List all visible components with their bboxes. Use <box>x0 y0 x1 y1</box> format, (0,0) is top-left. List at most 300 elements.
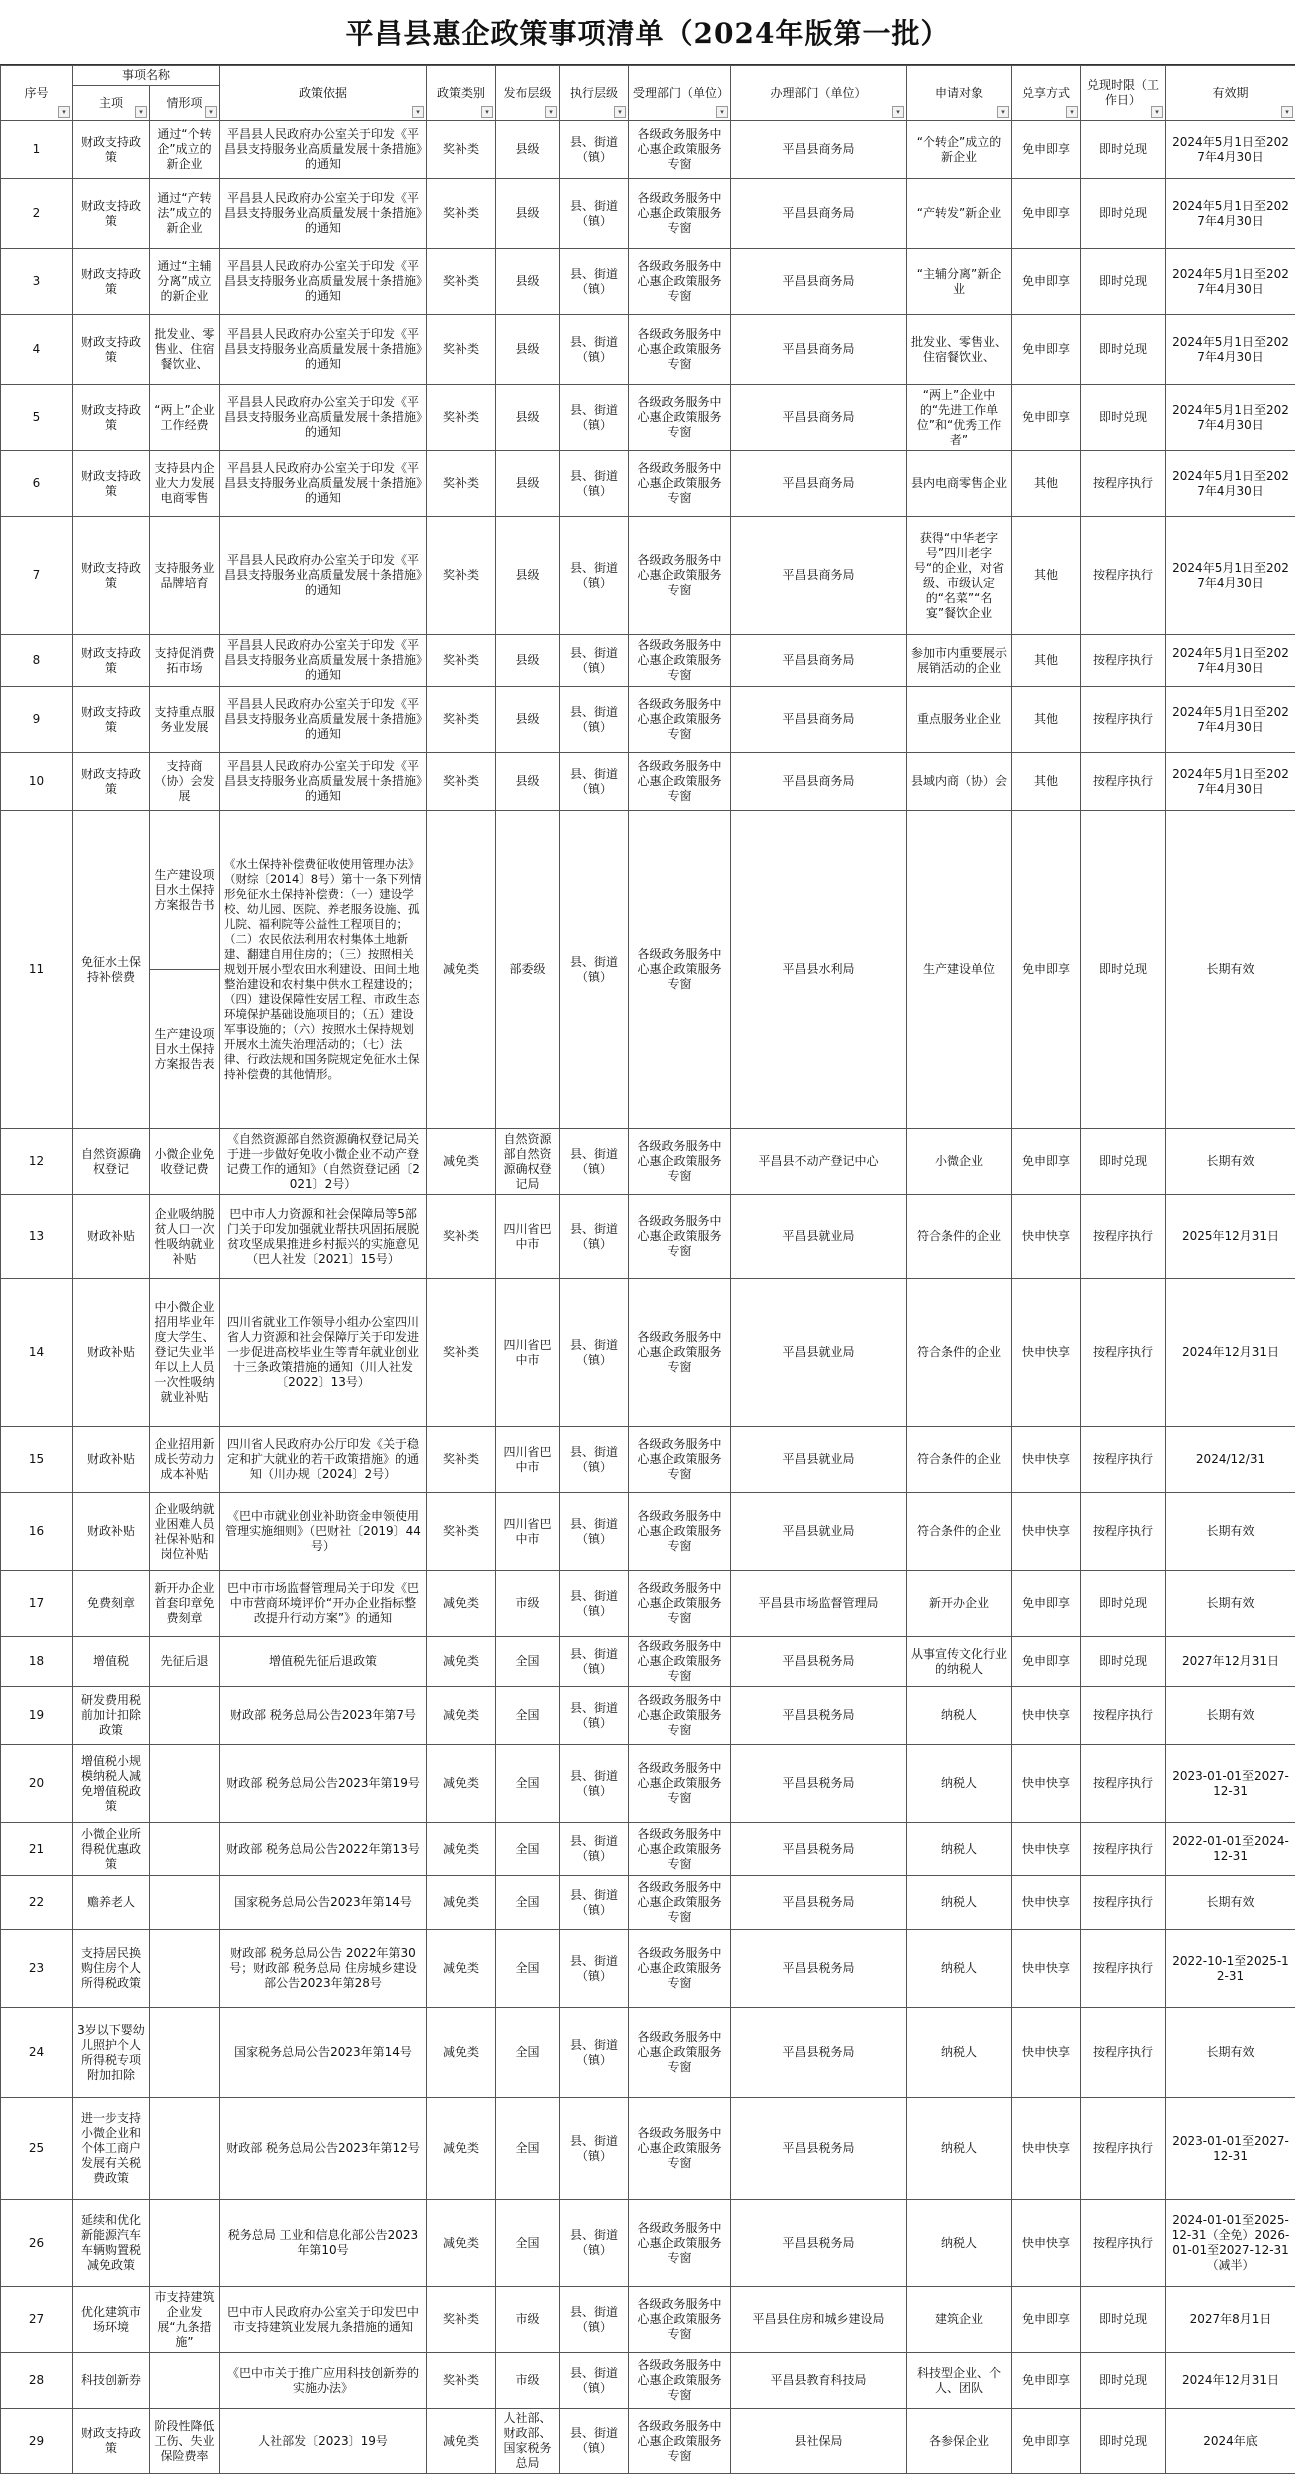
table-cell-valid[interactable]: 长期有效 <box>1166 1876 1295 1930</box>
table-cell-no[interactable]: 10 <box>1 753 73 811</box>
table-cell-main[interactable]: 优化建筑市场环境 <box>73 2287 150 2353</box>
table-cell-valid[interactable]: 2023-01-01至2027-12-31 <box>1166 2098 1295 2200</box>
header-time[interactable]: 兑现时限（工作日） ▾ <box>1081 66 1166 121</box>
table-cell-handle[interactable]: 平昌县税务局 <box>731 1687 907 1745</box>
table-cell-valid[interactable]: 长期有效 <box>1166 1129 1295 1195</box>
table-cell-target[interactable]: “主辅分离”新企业 <box>907 249 1012 315</box>
dropdown-filter-icon[interactable]: ▾ <box>997 106 1009 118</box>
table-cell-level[interactable]: 全国 <box>496 1823 560 1876</box>
table-cell-accept[interactable]: 各级政务服务中心惠企政策服务专窗 <box>629 2098 731 2200</box>
table-cell-target[interactable]: “两上”企业中的“先进工作单位”和“优秀工作者” <box>907 385 1012 451</box>
table-cell-sub[interactable] <box>150 1876 220 1930</box>
table-cell-basis[interactable]: 财政部 税务总局公告2023年第7号 <box>220 1687 427 1745</box>
table-cell-handle[interactable]: 平昌县就业局 <box>731 1427 907 1493</box>
dropdown-filter-icon[interactable]: ▾ <box>892 106 904 118</box>
table-cell-time[interactable]: 即时兑现 <box>1081 1637 1166 1687</box>
table-cell-type[interactable]: 奖补类 <box>427 1427 496 1493</box>
table-cell-type[interactable]: 减免类 <box>427 1687 496 1745</box>
table-cell-target[interactable]: 重点服务业企业 <box>907 687 1012 753</box>
table-cell-level[interactable]: 自然资源部自然资源确权登记局 <box>496 1129 560 1195</box>
table-cell-time[interactable]: 按程序执行 <box>1081 753 1166 811</box>
table-cell-method[interactable]: 免申即享 <box>1012 2287 1081 2353</box>
table-cell-method[interactable]: 免申即享 <box>1012 1129 1081 1195</box>
table-cell-exec[interactable]: 县、街道（镇） <box>560 1823 629 1876</box>
table-cell-type[interactable]: 减免类 <box>427 1823 496 1876</box>
table-cell-main[interactable]: 进一步支持小微企业和个体工商户发展有关税费政策 <box>73 2098 150 2200</box>
table-cell-method[interactable]: 免申即享 <box>1012 179 1081 249</box>
table-cell-accept[interactable]: 各级政务服务中心惠企政策服务专窗 <box>629 1637 731 1687</box>
table-cell-valid[interactable]: 长期有效 <box>1166 2008 1295 2098</box>
table-cell-target[interactable]: 建筑企业 <box>907 2287 1012 2353</box>
table-cell-method[interactable]: 快申快享 <box>1012 1195 1081 1279</box>
table-cell-sub[interactable]: 中小微企业招用毕业年度大学生、登记失业半年以上人员一次性吸纳就业补贴 <box>150 1279 220 1427</box>
table-cell-main[interactable]: 财政补贴 <box>73 1427 150 1493</box>
table-cell-sub[interactable] <box>150 1823 220 1876</box>
table-cell-time[interactable]: 按程序执行 <box>1081 1195 1166 1279</box>
table-cell-type[interactable]: 奖补类 <box>427 2353 496 2409</box>
table-cell-exec[interactable]: 县、街道（镇） <box>560 687 629 753</box>
table-cell-valid[interactable]: 2022-01-01至2024-12-31 <box>1166 1823 1295 1876</box>
table-cell-valid[interactable]: 2024年12月31日 <box>1166 2353 1295 2409</box>
table-cell-valid[interactable]: 2024年5月1日至2027年4月30日 <box>1166 315 1295 385</box>
table-cell-handle[interactable]: 平昌县就业局 <box>731 1493 907 1571</box>
table-cell-sub[interactable] <box>150 2098 220 2200</box>
table-cell-accept[interactable]: 各级政务服务中心惠企政策服务专窗 <box>629 1745 731 1823</box>
table-cell-target[interactable]: 符合条件的企业 <box>907 1493 1012 1571</box>
table-cell-basis[interactable]: 平昌县人民政府办公室关于印发《平昌县支持服务业高质量发展十条措施》的通知 <box>220 249 427 315</box>
table-cell-level[interactable]: 全国 <box>496 1745 560 1823</box>
table-cell-handle[interactable]: 平昌县税务局 <box>731 1637 907 1687</box>
table-cell-level[interactable]: 县级 <box>496 249 560 315</box>
table-cell-level[interactable]: 全国 <box>496 1637 560 1687</box>
table-cell-time[interactable]: 按程序执行 <box>1081 2200 1166 2287</box>
table-cell-handle[interactable]: 平昌县商务局 <box>731 687 907 753</box>
table-cell-main[interactable]: 财政支持政策 <box>73 517 150 635</box>
table-cell-basis[interactable]: 平昌县人民政府办公室关于印发《平昌县支持服务业高质量发展十条措施》的通知 <box>220 179 427 249</box>
table-cell-type[interactable]: 减免类 <box>427 2200 496 2287</box>
table-cell-type[interactable]: 奖补类 <box>427 1195 496 1279</box>
table-cell-handle[interactable]: 平昌县税务局 <box>731 1745 907 1823</box>
table-cell-no[interactable]: 1 <box>1 121 73 179</box>
table-cell-method[interactable]: 免申即享 <box>1012 2353 1081 2409</box>
table-cell-exec[interactable]: 县、街道（镇） <box>560 1876 629 1930</box>
table-cell-exec[interactable]: 县、街道（镇） <box>560 517 629 635</box>
table-cell-type[interactable]: 奖补类 <box>427 753 496 811</box>
table-cell-exec[interactable]: 县、街道（镇） <box>560 635 629 687</box>
table-cell-sub[interactable]: 企业吸纳就业困难人员社保补贴和岗位补贴 <box>150 1493 220 1571</box>
table-cell-no[interactable]: 28 <box>1 2353 73 2409</box>
table-cell-handle[interactable]: 平昌县市场监督管理局 <box>731 1571 907 1637</box>
table-cell-sub[interactable] <box>150 2353 220 2409</box>
table-cell-time[interactable]: 按程序执行 <box>1081 2098 1166 2200</box>
table-cell-exec[interactable]: 县、街道（镇） <box>560 1687 629 1745</box>
table-cell-valid[interactable]: 2024年5月1日至2027年4月30日 <box>1166 121 1295 179</box>
table-cell-method[interactable]: 其他 <box>1012 517 1081 635</box>
table-cell-target[interactable]: 符合条件的企业 <box>907 1195 1012 1279</box>
table-cell-level[interactable]: 县级 <box>496 753 560 811</box>
table-cell-level[interactable]: 部委级 <box>496 811 560 1129</box>
table-cell-basis[interactable]: 国家税务总局公告2023年第14号 <box>220 1876 427 1930</box>
table-cell-target[interactable]: 县域内商（协）会 <box>907 753 1012 811</box>
table-cell-handle[interactable]: 平昌县水利局 <box>731 811 907 1129</box>
table-cell-time[interactable]: 按程序执行 <box>1081 1930 1166 2008</box>
table-cell-target[interactable]: 科技型企业、个人、团队 <box>907 2353 1012 2409</box>
table-cell-handle[interactable]: 平昌县商务局 <box>731 753 907 811</box>
table-cell-level[interactable]: 市级 <box>496 2287 560 2353</box>
table-cell-level[interactable]: 县级 <box>496 385 560 451</box>
table-cell-accept[interactable]: 各级政务服务中心惠企政策服务专窗 <box>629 1279 731 1427</box>
table-cell-no[interactable]: 3 <box>1 249 73 315</box>
table-cell-method[interactable]: 免申即享 <box>1012 315 1081 385</box>
table-cell-basis[interactable]: 《巴中市就业创业补助资金申领使用管理实施细则》（巴财社〔2019〕44号） <box>220 1493 427 1571</box>
dropdown-filter-icon[interactable]: ▾ <box>716 106 728 118</box>
table-cell-method[interactable]: 免申即享 <box>1012 249 1081 315</box>
table-cell-method[interactable]: 快申快享 <box>1012 1823 1081 1876</box>
table-cell-type[interactable]: 奖补类 <box>427 179 496 249</box>
table-cell-handle[interactable]: 平昌县不动产登记中心 <box>731 1129 907 1195</box>
table-cell-valid[interactable]: 长期有效 <box>1166 1687 1295 1745</box>
table-cell-basis[interactable]: 四川省就业工作领导小组办公室四川省人力资源和社会保障厅关于印发进一步促进高校毕业生等青年就业创业十三条政策措施的通知（川人社发〔2022〕13号） <box>220 1279 427 1427</box>
table-cell-type[interactable]: 减免类 <box>427 2409 496 2474</box>
table-cell-level[interactable]: 四川省巴中市 <box>496 1195 560 1279</box>
table-cell-type[interactable]: 奖补类 <box>427 1279 496 1427</box>
dropdown-filter-icon[interactable]: ▾ <box>545 106 557 118</box>
table-cell-exec[interactable]: 县、街道（镇） <box>560 179 629 249</box>
table-cell-method[interactable]: 免申即享 <box>1012 2409 1081 2474</box>
table-cell-main[interactable]: 财政支持政策 <box>73 687 150 753</box>
table-cell-no[interactable]: 17 <box>1 1571 73 1637</box>
table-cell-no[interactable]: 20 <box>1 1745 73 1823</box>
table-cell-main[interactable]: 科技创新券 <box>73 2353 150 2409</box>
table-cell-level[interactable]: 全国 <box>496 2008 560 2098</box>
table-cell-time[interactable]: 即时兑现 <box>1081 315 1166 385</box>
table-cell-level[interactable]: 全国 <box>496 1930 560 2008</box>
table-cell-exec[interactable]: 县、街道（镇） <box>560 1279 629 1427</box>
table-cell-level[interactable]: 四川省巴中市 <box>496 1427 560 1493</box>
table-cell-sub[interactable]: 通过“主辅分离”成立的新企业 <box>150 249 220 315</box>
table-cell-basis[interactable]: 平昌县人民政府办公室关于印发《平昌县支持服务业高质量发展十条措施》的通知 <box>220 635 427 687</box>
table-cell-accept[interactable]: 各级政务服务中心惠企政策服务专窗 <box>629 811 731 1129</box>
table-cell-exec[interactable]: 县、街道（镇） <box>560 315 629 385</box>
table-cell-handle[interactable]: 县社保局 <box>731 2409 907 2474</box>
table-cell-handle[interactable]: 平昌县就业局 <box>731 1279 907 1427</box>
table-cell-method[interactable]: 快申快享 <box>1012 2200 1081 2287</box>
table-cell-exec[interactable]: 县、街道（镇） <box>560 753 629 811</box>
table-cell-exec[interactable]: 县、街道（镇） <box>560 1129 629 1195</box>
table-cell-target[interactable]: 获得“中华老字号”四川老字号“的企业，对省级、市级认定的“名菜”“名宴”餐饮企业 <box>907 517 1012 635</box>
dropdown-filter-icon[interactable]: ▾ <box>1281 106 1293 118</box>
table-cell-basis[interactable]: 税务总局 工业和信息化部公告2023年第10号 <box>220 2200 427 2287</box>
table-cell-accept[interactable]: 各级政务服务中心惠企政策服务专窗 <box>629 2409 731 2474</box>
table-cell-time[interactable]: 即时兑现 <box>1081 249 1166 315</box>
table-cell-accept[interactable]: 各级政务服务中心惠企政策服务专窗 <box>629 1571 731 1637</box>
table-cell-accept[interactable]: 各级政务服务中心惠企政策服务专窗 <box>629 1195 731 1279</box>
table-cell-sub[interactable]: 生产建设项目水土保持方案报告书 <box>150 811 220 970</box>
table-cell-accept[interactable]: 各级政务服务中心惠企政策服务专窗 <box>629 179 731 249</box>
table-cell-time[interactable]: 即时兑现 <box>1081 811 1166 1129</box>
table-cell-no[interactable]: 14 <box>1 1279 73 1427</box>
table-cell-basis[interactable]: 财政部 税务总局公告 2022年第30号；财政部 税务总局 住房城乡建设部公告2023年第28号 <box>220 1930 427 2008</box>
table-cell-type[interactable]: 奖补类 <box>427 1493 496 1571</box>
table-cell-accept[interactable]: 各级政务服务中心惠企政策服务专窗 <box>629 1876 731 1930</box>
table-cell-no[interactable]: 27 <box>1 2287 73 2353</box>
table-cell-no[interactable]: 7 <box>1 517 73 635</box>
table-cell-valid[interactable]: 2024-01-01至2025-12-31（全免）2026-01-01至2027-12-31（减半） <box>1166 2200 1295 2287</box>
table-cell-accept[interactable]: 各级政务服务中心惠企政策服务专窗 <box>629 517 731 635</box>
table-cell-main[interactable]: 财政支持政策 <box>73 753 150 811</box>
table-cell-target[interactable]: 小微企业 <box>907 1129 1012 1195</box>
table-cell-main[interactable]: 财政补贴 <box>73 1279 150 1427</box>
table-cell-exec[interactable]: 县、街道（镇） <box>560 2353 629 2409</box>
table-cell-no[interactable]: 4 <box>1 315 73 385</box>
table-cell-exec[interactable]: 县、街道（镇） <box>560 2287 629 2353</box>
table-cell-handle[interactable]: 平昌县税务局 <box>731 2008 907 2098</box>
table-cell-target[interactable]: 各参保企业 <box>907 2409 1012 2474</box>
table-cell-main[interactable]: 支持居民换购住房个人所得税政策 <box>73 1930 150 2008</box>
table-cell-type[interactable]: 减免类 <box>427 1571 496 1637</box>
table-cell-no[interactable]: 12 <box>1 1129 73 1195</box>
table-cell-target[interactable]: 纳税人 <box>907 1930 1012 2008</box>
table-cell-main[interactable]: 3岁以下婴幼儿照护个人所得税专项附加扣除 <box>73 2008 150 2098</box>
table-cell-accept[interactable]: 各级政务服务中心惠企政策服务专窗 <box>629 315 731 385</box>
table-cell-valid[interactable]: 2024年5月1日至2027年4月30日 <box>1166 179 1295 249</box>
dropdown-filter-icon[interactable]: ▾ <box>412 106 424 118</box>
table-cell-time[interactable]: 即时兑现 <box>1081 2287 1166 2353</box>
table-cell-target[interactable]: 纳税人 <box>907 2008 1012 2098</box>
table-cell-no[interactable]: 21 <box>1 1823 73 1876</box>
table-cell-accept[interactable]: 各级政务服务中心惠企政策服务专窗 <box>629 2008 731 2098</box>
table-cell-accept[interactable]: 各级政务服务中心惠企政策服务专窗 <box>629 385 731 451</box>
table-cell-basis[interactable]: 财政部 税务总局公告2023年第19号 <box>220 1745 427 1823</box>
table-cell-no[interactable]: 22 <box>1 1876 73 1930</box>
table-cell-exec[interactable]: 县、街道（镇） <box>560 2098 629 2200</box>
table-cell-basis[interactable]: 《水土保持补偿费征收使用管理办法》（财综〔2014〕8号）第十一条下列情形免征水土保持补偿费：（一）建设学校、幼儿园、医院、养老服务设施、孤儿院、福利院等公益性工程项目的；（二）农民依法利用农村集体土地新建、翻建自用住房的；（三）按照相关规划开展小型农田水利建设、田间土地整治建设和农村集中供水工程建设的；（四）建设保障性安居工程、市政生态环境保护基础设施项目的；（五）建设军事设施的；（六）按照水土保持规划开展水土流失治理活动的；（七）法律、行政法规和国务院规定免征水土保持补偿费的其他情形。 <box>220 811 427 1129</box>
dropdown-filter-icon[interactable]: ▾ <box>1151 106 1163 118</box>
table-cell-no[interactable]: 5 <box>1 385 73 451</box>
table-cell-handle[interactable]: 平昌县就业局 <box>731 1195 907 1279</box>
table-cell-time[interactable]: 按程序执行 <box>1081 687 1166 753</box>
table-cell-sub[interactable] <box>150 1930 220 2008</box>
table-cell-level[interactable]: 人社部、财政部、国家税务总局 <box>496 2409 560 2474</box>
table-cell-level[interactable]: 市级 <box>496 2353 560 2409</box>
table-cell-time[interactable]: 即时兑现 <box>1081 1129 1166 1195</box>
table-cell-method[interactable]: 快申快享 <box>1012 1427 1081 1493</box>
dropdown-filter-icon[interactable]: ▾ <box>205 106 217 118</box>
table-cell-main[interactable]: 财政支持政策 <box>73 249 150 315</box>
table-cell-method[interactable]: 其他 <box>1012 687 1081 753</box>
table-cell-valid[interactable]: 长期有效 <box>1166 1571 1295 1637</box>
table-cell-basis[interactable]: 巴中市人力资源和社会保障局等5部门关于印发加强就业帮扶巩固拓展脱贫攻坚成果推进乡村振兴的实施意见（巴人社发〔2021〕15号） <box>220 1195 427 1279</box>
table-cell-main[interactable]: 自然资源确权登记 <box>73 1129 150 1195</box>
table-cell-method[interactable]: 免申即享 <box>1012 1571 1081 1637</box>
table-cell-main[interactable]: 免费刻章 <box>73 1571 150 1637</box>
table-cell-method[interactable]: 其他 <box>1012 753 1081 811</box>
table-cell-level[interactable]: 全国 <box>496 1687 560 1745</box>
table-cell-basis[interactable]: 财政部 税务总局公告2023年第12号 <box>220 2098 427 2200</box>
table-cell-accept[interactable]: 各级政务服务中心惠企政策服务专窗 <box>629 1427 731 1493</box>
table-cell-main[interactable]: 延续和优化新能源汽车车辆购置税减免政策 <box>73 2200 150 2287</box>
table-cell-type[interactable]: 奖补类 <box>427 451 496 517</box>
table-cell-accept[interactable]: 各级政务服务中心惠企政策服务专窗 <box>629 1823 731 1876</box>
table-cell-basis[interactable]: 平昌县人民政府办公室关于印发《平昌县支持服务业高质量发展十条措施》的通知 <box>220 687 427 753</box>
table-cell-no[interactable]: 9 <box>1 687 73 753</box>
header-no[interactable]: 序号 ▾ <box>1 66 73 121</box>
table-cell-time[interactable]: 按程序执行 <box>1081 1493 1166 1571</box>
table-cell-handle[interactable]: 平昌县商务局 <box>731 315 907 385</box>
table-cell-handle[interactable]: 平昌县商务局 <box>731 121 907 179</box>
table-cell-time[interactable]: 按程序执行 <box>1081 635 1166 687</box>
dropdown-filter-icon[interactable]: ▾ <box>58 106 70 118</box>
table-cell-target[interactable]: 符合条件的企业 <box>907 1279 1012 1427</box>
table-cell-level[interactable]: 市级 <box>496 1571 560 1637</box>
table-cell-basis[interactable]: 平昌县人民政府办公室关于印发《平昌县支持服务业高质量发展十条措施》的通知 <box>220 451 427 517</box>
header-target[interactable]: 申请对象 ▾ <box>907 66 1012 121</box>
table-cell-no[interactable]: 6 <box>1 451 73 517</box>
dropdown-filter-icon[interactable]: ▾ <box>1066 106 1078 118</box>
table-cell-valid[interactable]: 2024年5月1日至2027年4月30日 <box>1166 451 1295 517</box>
table-cell-basis[interactable]: 《自然资源部自然资源确权登记局关于进一步做好免收小微企业不动产登记费工作的通知》（自然资登记函〔2021〕2号） <box>220 1129 427 1195</box>
table-cell-time[interactable]: 按程序执行 <box>1081 1745 1166 1823</box>
header-method[interactable]: 兑享方式 ▾ <box>1012 66 1081 121</box>
table-cell-valid[interactable]: 2025年12月31日 <box>1166 1195 1295 1279</box>
table-cell-sub[interactable]: 通过“产转法”成立的新企业 <box>150 179 220 249</box>
header-basis[interactable]: 政策依据 ▾ <box>220 66 427 121</box>
table-cell-handle[interactable]: 平昌县税务局 <box>731 2098 907 2200</box>
table-cell-method[interactable]: 快申快享 <box>1012 2008 1081 2098</box>
table-cell-type[interactable]: 减免类 <box>427 1129 496 1195</box>
table-cell-time[interactable]: 按程序执行 <box>1081 1279 1166 1427</box>
table-cell-exec[interactable]: 县、街道（镇） <box>560 2200 629 2287</box>
table-cell-handle[interactable]: 平昌县住房和城乡建设局 <box>731 2287 907 2353</box>
header-accept[interactable]: 受理部门（单位） ▾ <box>629 66 731 121</box>
header-type[interactable]: 政策类别 ▾ <box>427 66 496 121</box>
header-exec[interactable]: 执行层级 ▾ <box>560 66 629 121</box>
table-cell-exec[interactable]: 县、街道（镇） <box>560 2409 629 2474</box>
table-cell-handle[interactable]: 平昌县税务局 <box>731 1823 907 1876</box>
table-cell-valid[interactable]: 长期有效 <box>1166 1493 1295 1571</box>
table-cell-type[interactable]: 减免类 <box>427 2098 496 2200</box>
table-cell-valid[interactable]: 2024年5月1日至2027年4月30日 <box>1166 687 1295 753</box>
table-cell-main[interactable]: 财政补贴 <box>73 1195 150 1279</box>
table-cell-handle[interactable]: 平昌县商务局 <box>731 385 907 451</box>
table-cell-main[interactable]: 财政补贴 <box>73 1493 150 1571</box>
table-cell-type[interactable]: 减免类 <box>427 1745 496 1823</box>
table-cell-method[interactable]: 快申快享 <box>1012 1279 1081 1427</box>
table-cell-target[interactable]: 参加市内重要展示展销活动的企业 <box>907 635 1012 687</box>
table-cell-accept[interactable]: 各级政务服务中心惠企政策服务专窗 <box>629 2200 731 2287</box>
table-cell-level[interactable]: 县级 <box>496 517 560 635</box>
table-cell-exec[interactable]: 县、街道（镇） <box>560 1930 629 2008</box>
table-cell-handle[interactable]: 平昌县税务局 <box>731 1930 907 2008</box>
table-cell-basis[interactable]: 平昌县人民政府办公室关于印发《平昌县支持服务业高质量发展十条措施》的通知 <box>220 385 427 451</box>
table-cell-sub[interactable]: 市支持建筑企业发展“九条措施” <box>150 2287 220 2353</box>
table-cell-target[interactable]: 新开办企业 <box>907 1571 1012 1637</box>
table-cell-target[interactable]: 县内电商零售企业 <box>907 451 1012 517</box>
table-cell-valid[interactable]: 2024/12/31 <box>1166 1427 1295 1493</box>
table-cell-exec[interactable]: 县、街道（镇） <box>560 121 629 179</box>
table-cell-main[interactable]: 财政支持政策 <box>73 385 150 451</box>
table-cell-sub[interactable]: 企业吸纳脱贫人口一次性吸纳就业补贴 <box>150 1195 220 1279</box>
table-cell-valid[interactable]: 2024年5月1日至2027年4月30日 <box>1166 753 1295 811</box>
table-cell-handle[interactable]: 平昌县商务局 <box>731 451 907 517</box>
table-cell-handle[interactable]: 平昌县税务局 <box>731 2200 907 2287</box>
table-cell-valid[interactable]: 长期有效 <box>1166 811 1295 1129</box>
table-cell-no[interactable]: 24 <box>1 2008 73 2098</box>
table-cell-main[interactable]: 赡养老人 <box>73 1876 150 1930</box>
table-cell-type[interactable]: 减免类 <box>427 1876 496 1930</box>
dropdown-filter-icon[interactable]: ▾ <box>135 106 147 118</box>
table-cell-valid[interactable]: 2024年12月31日 <box>1166 1279 1295 1427</box>
table-cell-method[interactable]: 其他 <box>1012 635 1081 687</box>
table-cell-sub[interactable]: 小微企业免收登记费 <box>150 1129 220 1195</box>
table-cell-level[interactable]: 四川省巴中市 <box>496 1279 560 1427</box>
table-cell-basis[interactable]: 平昌县人民政府办公室关于印发《平昌县支持服务业高质量发展十条措施》的通知 <box>220 121 427 179</box>
table-cell-method[interactable]: 免申即享 <box>1012 1637 1081 1687</box>
table-cell-target[interactable]: “个转企”成立的新企业 <box>907 121 1012 179</box>
table-cell-target[interactable]: “产转发”新企业 <box>907 179 1012 249</box>
table-cell-type[interactable]: 奖补类 <box>427 315 496 385</box>
table-cell-basis[interactable]: 人社部发〔2023〕19号 <box>220 2409 427 2474</box>
table-cell-exec[interactable]: 县、街道（镇） <box>560 1637 629 1687</box>
table-cell-type[interactable]: 奖补类 <box>427 121 496 179</box>
table-cell-exec[interactable]: 县、街道（镇） <box>560 2008 629 2098</box>
table-cell-type[interactable]: 奖补类 <box>427 2287 496 2353</box>
table-cell-basis[interactable]: 国家税务总局公告2023年第14号 <box>220 2008 427 2098</box>
table-cell-basis[interactable]: 巴中市市场监督管理局关于印发《巴中市营商环境评价“开办企业指标整改提升行动方案”》的通知 <box>220 1571 427 1637</box>
table-cell-handle[interactable]: 平昌县教育科技局 <box>731 2353 907 2409</box>
header-level[interactable]: 发布层级 ▾ <box>496 66 560 121</box>
table-cell-method[interactable]: 快申快享 <box>1012 1930 1081 2008</box>
table-cell-time[interactable]: 按程序执行 <box>1081 1687 1166 1745</box>
table-cell-main[interactable]: 财政支持政策 <box>73 315 150 385</box>
table-cell-no[interactable]: 29 <box>1 2409 73 2474</box>
table-cell-main[interactable]: 财政支持政策 <box>73 179 150 249</box>
table-cell-no[interactable]: 16 <box>1 1493 73 1571</box>
table-cell-valid[interactable]: 2023-01-01至2027-12-31 <box>1166 1745 1295 1823</box>
table-cell-handle[interactable]: 平昌县商务局 <box>731 179 907 249</box>
table-cell-valid[interactable]: 2024年5月1日至2027年4月30日 <box>1166 517 1295 635</box>
table-cell-basis[interactable]: 平昌县人民政府办公室关于印发《平昌县支持服务业高质量发展十条措施》的通知 <box>220 315 427 385</box>
table-cell-time[interactable]: 即时兑现 <box>1081 2353 1166 2409</box>
table-cell-level[interactable]: 县级 <box>496 687 560 753</box>
table-cell-time[interactable]: 按程序执行 <box>1081 1823 1166 1876</box>
header-valid[interactable]: 有效期 ▾ <box>1166 66 1295 121</box>
table-cell-valid[interactable]: 2027年12月31日 <box>1166 1637 1295 1687</box>
table-cell-sub[interactable]: “两上”企业工作经费 <box>150 385 220 451</box>
table-cell-target[interactable]: 纳税人 <box>907 1745 1012 1823</box>
table-cell-time[interactable]: 按程序执行 <box>1081 517 1166 635</box>
table-cell-type[interactable]: 奖补类 <box>427 635 496 687</box>
table-cell-accept[interactable]: 各级政务服务中心惠企政策服务专窗 <box>629 1687 731 1745</box>
table-cell-method[interactable]: 快申快享 <box>1012 1876 1081 1930</box>
table-cell-sub[interactable]: 新开办企业首套印章免费刻章 <box>150 1571 220 1637</box>
table-cell-valid[interactable]: 2024年5月1日至2027年4月30日 <box>1166 249 1295 315</box>
table-cell-accept[interactable]: 各级政务服务中心惠企政策服务专窗 <box>629 687 731 753</box>
table-cell-level[interactable]: 县级 <box>496 451 560 517</box>
table-cell-time[interactable]: 按程序执行 <box>1081 1876 1166 1930</box>
table-cell-no[interactable]: 15 <box>1 1427 73 1493</box>
table-cell-exec[interactable]: 县、街道（镇） <box>560 385 629 451</box>
table-cell-no[interactable]: 23 <box>1 1930 73 2008</box>
table-cell-type[interactable]: 奖补类 <box>427 249 496 315</box>
table-cell-sub[interactable]: 先征后退 <box>150 1637 220 1687</box>
table-cell-basis[interactable]: 财政部 税务总局公告2022年第13号 <box>220 1823 427 1876</box>
table-cell-type[interactable]: 减免类 <box>427 2008 496 2098</box>
table-cell-valid[interactable]: 2024年底 <box>1166 2409 1295 2474</box>
table-cell-valid[interactable]: 2027年8月1日 <box>1166 2287 1295 2353</box>
table-cell-sub[interactable] <box>150 1687 220 1745</box>
table-cell-main[interactable]: 小微企业所得税优惠政策 <box>73 1823 150 1876</box>
